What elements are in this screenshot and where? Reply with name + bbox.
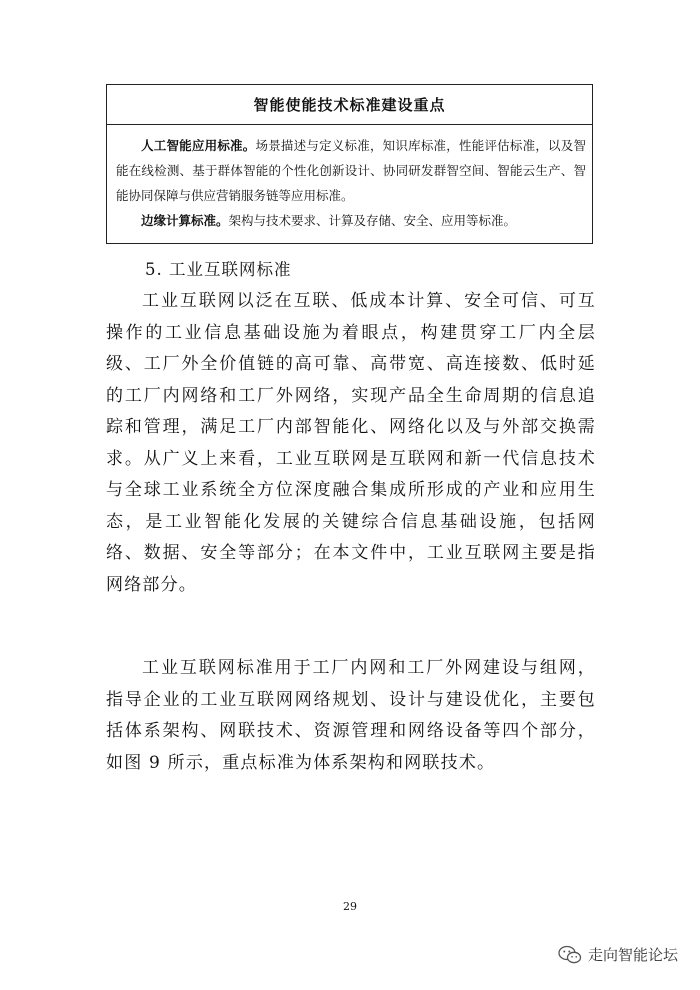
box-item-edge-computing-text: 架构与技术要求、计算及存储、安全、应用等标准。 — [228, 213, 517, 228]
section-heading: 5. 工业互联网标准 — [145, 260, 292, 279]
body-paragraph: 工业互联网标准用于工厂内网和工厂外网建设与组网，指导企业的工业互联网网络规划、设计与建设优化，主要包括体系架构、网联技术、资源管理和网络设备等四个部分，如图 9 所示，重点标准为体系架构和网联技术。 — [106, 658, 596, 773]
box-item-ai-application-lead: 人工智能应用标准。 — [141, 138, 256, 153]
page-number: 29 — [343, 900, 357, 913]
watermark — [558, 944, 678, 965]
box-body — [107, 125, 592, 233]
standards-box — [106, 84, 593, 244]
box-title: 智能使能技术标准建设重点 — [107, 85, 592, 125]
box-item-edge-computing — [116, 208, 586, 233]
box-item-ai-application — [116, 133, 586, 208]
watermark-text: 走向智能论坛 — [587, 946, 678, 964]
wechat-icon — [558, 945, 582, 965]
box-item-ai-application-text: 场景描述与定义标准，知识库标准，性能评估标准，以及智能在线检测、基于群体智能的个性化创新设计、协同研发群智空间、智能云生产、智能协同保障与供应营销服务链等应用标准。 — [116, 138, 586, 203]
body-paragraph: 工业互联网以泛在互联、低成本计算、安全可信、可互操作的工业信息基础设施为着眼点，构建贯穿工厂内全层级、工厂外全价值链的高可靠、高带宽、高连接数、低时延的工厂内网络和工厂外网络，实现产品全生命周期的信息追踪和管理，满足工厂内部智能化、网络化以及与外部交换需求。从广义上来看，工业互联网是互联网和新一代信息技术与全球工业系统全方位深度融合集成所形成的产业和应用生态，是工业智能化发展的关键综合信息基础设施，包括网络、数据、安全等部分；在本文件中，工业互联网主要是指网络部分。 — [106, 291, 596, 595]
box-item-edge-computing-lead: 边缘计算标准。 — [141, 213, 229, 228]
